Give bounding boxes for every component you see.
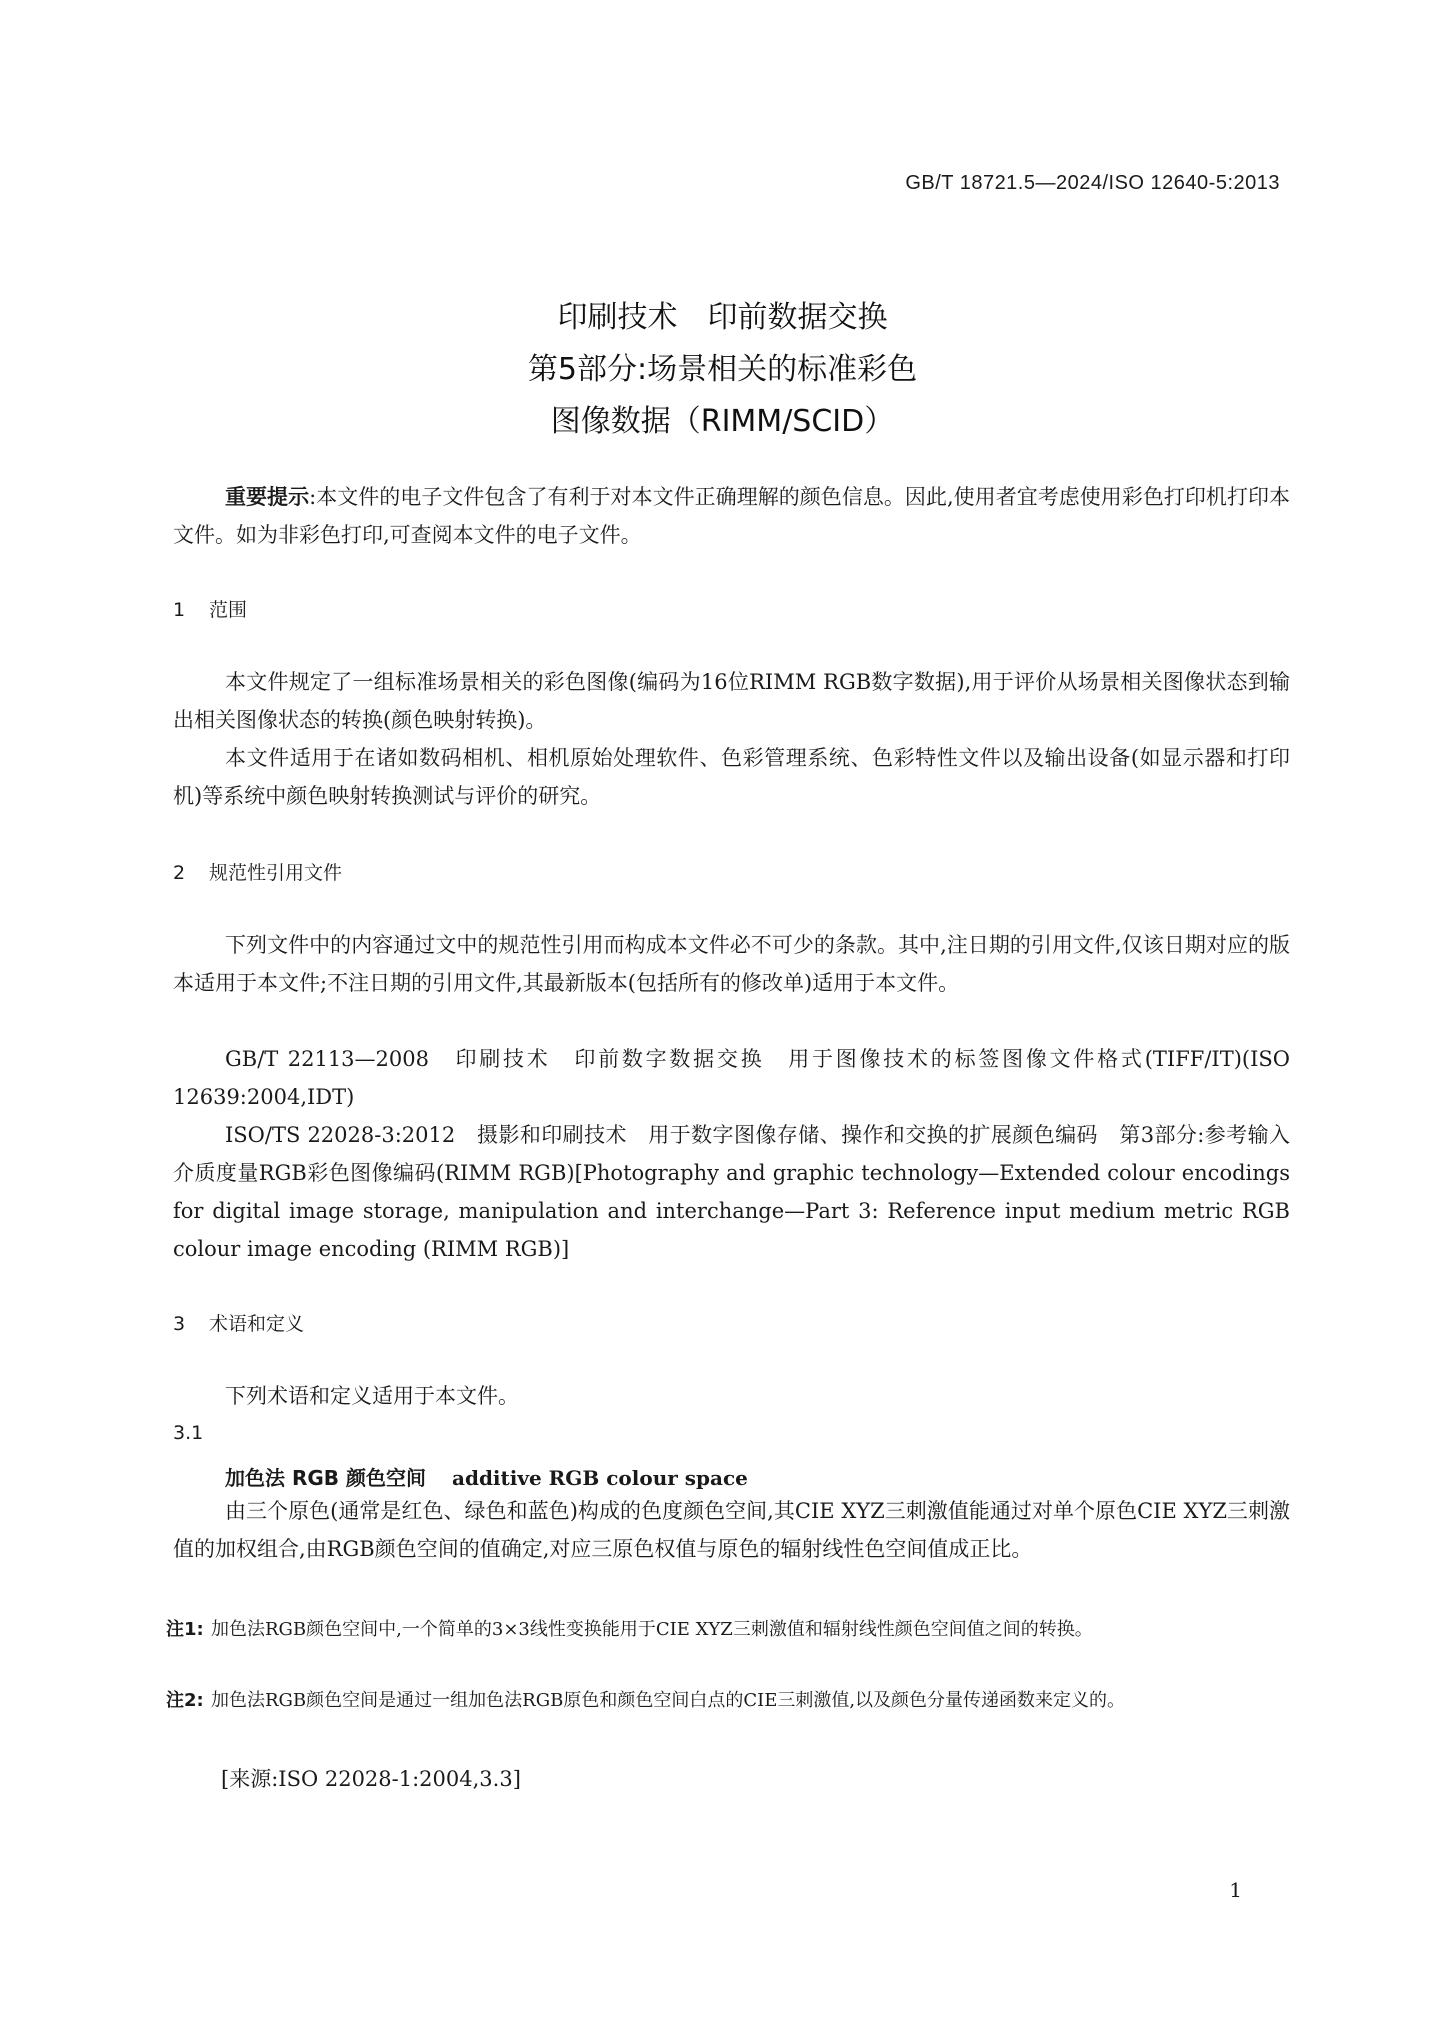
section-title: 术语和定义 [209, 1313, 305, 1335]
title-line-3: 图像数据（RIMM/SCID） [550, 404, 895, 439]
title-line-1: 印刷技术 印前数据交换 [557, 300, 888, 335]
normative-intro: 下列文件中的内容通过文中的规范性引用而构成本文件必不可少的条款。其中,注日期的引用文件,仅该日期对应的版本适用于本文件;不注日期的引用文件,其最新版本(包括所有的修改单)适用于本文件。 [173, 933, 1290, 995]
document-title [0, 292, 1445, 448]
note-label: 注2: [166, 1690, 204, 1711]
section-number: 2 [173, 862, 186, 884]
title-line-2: 第5部分:场景相关的标准彩色 [527, 352, 918, 387]
notice-label: 重要提示 [225, 485, 310, 509]
section-heading-scope [173, 595, 247, 625]
scope-paragraph-2: 本文件适用于在诸如数码相机、相机原始处理软件、色彩管理系统、色彩特性文件以及输出设备(如显示器和打印机)等系统中颜色映射转换测试与评价的研究。 [173, 746, 1290, 808]
note-1 [166, 1613, 1290, 1646]
section-title: 规范性引用文件 [209, 862, 343, 884]
term-title [225, 1462, 748, 1491]
section-number: 1 [173, 599, 186, 621]
important-notice [173, 478, 1290, 554]
notice-text: :本文件的电子文件包含了有利于对本文件正确理解的颜色信息。因此,使用者宜考虑使用彩色打印机打印本文件。如为非彩色打印,可查阅本文件的电子文件。 [173, 485, 1291, 547]
section-heading-normative-references [173, 858, 342, 888]
reference-gbt-22113: GB/T 22113—2008 印刷技术 印前数字数据交换 用于图像技术的标签图像文件格式(TIFF/IT)(ISO 12639:2004,IDT) [173, 1047, 1290, 1109]
term-source: [来源:ISO 22028-1:2004,3.3] [221, 1767, 521, 1791]
reference-iso-ts-22028-3: ISO/TS 22028-3:2012 摄影和印刷技术 用于数字图像存储、操作和交换的扩展颜色编码 第3部分:参考输入介质度量RGB彩色图像编码(RIMM RGB)[Photography and graphic technology—Extended colour encodings for digital image storage, manipulation and interchange—Part 3: Reference input medium metric RGB colour image encoding (RIMM RGB)] [173, 1123, 1290, 1261]
term-english: additive RGB colour space [452, 1466, 748, 1490]
section-title: 范围 [209, 599, 248, 621]
scope-paragraph-1: 本文件规定了一组标准场景相关的彩色图像(编码为16位RIMM RGB数字数据),用于评价从场景相关图像状态到输出相关图像状态的转换(颜色映射转换)。 [173, 670, 1290, 732]
section-heading-terms [173, 1309, 304, 1339]
note-text: 加色法RGB颜色空间是通过一组加色法RGB原色和颜色空间白点的CIE三刺激值,以及颜色分量传递函数来定义的。 [211, 1690, 1126, 1711]
standard-code: GB/T 18721.5—2024/ISO 12640-5:2013 [905, 172, 1280, 194]
page-number: 1 [1229, 1878, 1242, 1902]
note-text: 加色法RGB颜色空间中,一个简单的3×3线性变换能用于CIE XYZ三刺激值和辐射线性颜色空间值之间的转换。 [211, 1619, 1093, 1640]
section-number: 3 [173, 1313, 186, 1335]
term-definition: 由三个原色(通常是红色、绿色和蓝色)构成的色度颜色空间,其CIE XYZ三刺激值能通过对单个原色CIE XYZ三刺激值的加权组合,由RGB颜色空间的值确定,对应三原色权值与原色的辐射线性色空间值成正比。 [173, 1499, 1290, 1561]
term-entry-number: 3.1 [173, 1422, 204, 1444]
note-2 [166, 1684, 1290, 1717]
note-label: 注1: [166, 1619, 204, 1640]
terms-intro: 下列术语和定义适用于本文件。 [225, 1384, 519, 1408]
term-chinese: 加色法 RGB 颜色空间 [225, 1466, 426, 1490]
